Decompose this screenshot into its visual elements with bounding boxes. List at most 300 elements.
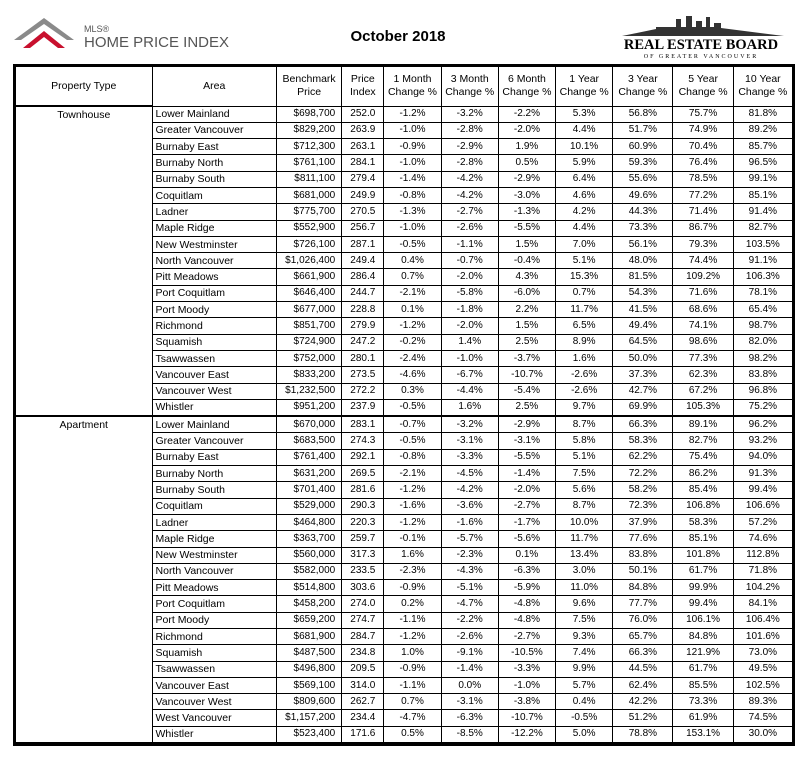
area-cell: Pitt Meadows (152, 269, 276, 285)
change-1-year-cell: 5.3% (556, 106, 613, 122)
col-header-6-month: 6 Month Change % (498, 67, 555, 107)
change-5-year-cell: 61.7% (673, 563, 733, 579)
change-3-year-cell: 84.8% (613, 580, 673, 596)
change-10-year-cell: 85.1% (733, 187, 792, 203)
price-index-cell: 287.1 (342, 236, 384, 252)
change-5-year-cell: 75.4% (673, 449, 733, 465)
price-index-cell: 273.5 (342, 367, 384, 383)
change-1-month-cell: -1.2% (384, 514, 441, 530)
change-10-year-cell: 93.2% (733, 433, 792, 449)
change-6-month-cell: -3.8% (498, 694, 555, 710)
change-3-month-cell: 1.6% (441, 399, 498, 416)
area-cell: Ladner (152, 204, 276, 220)
area-cell: Greater Vancouver (152, 122, 276, 138)
change-1-month-cell: 0.3% (384, 383, 441, 399)
area-cell: Pitt Meadows (152, 580, 276, 596)
change-1-month-cell: -2.1% (384, 285, 441, 301)
benchmark-price-cell: $677,000 (276, 302, 341, 318)
change-10-year-cell: 81.8% (733, 106, 792, 122)
change-5-year-cell: 78.5% (673, 171, 733, 187)
change-3-month-cell: -2.0% (441, 269, 498, 285)
change-1-month-cell: -0.5% (384, 236, 441, 252)
change-6-month-cell: -4.8% (498, 612, 555, 628)
benchmark-price-cell: $951,200 (276, 399, 341, 416)
price-index-cell: 209.5 (342, 661, 384, 677)
benchmark-price-cell: $1,232,500 (276, 383, 341, 399)
change-3-month-cell: -5.7% (441, 531, 498, 547)
area-cell: Burnaby East (152, 139, 276, 155)
change-5-year-cell: 86.2% (673, 466, 733, 482)
change-10-year-cell: 96.2% (733, 416, 792, 433)
area-cell: Lower Mainland (152, 416, 276, 433)
change-3-year-cell: 54.3% (613, 285, 673, 301)
price-index-cell: 220.3 (342, 514, 384, 530)
change-5-year-cell: 74.4% (673, 253, 733, 269)
change-10-year-cell: 71.8% (733, 563, 792, 579)
change-3-year-cell: 64.5% (613, 334, 673, 350)
change-5-year-cell: 70.4% (673, 139, 733, 155)
month-title: October 2018 (350, 28, 446, 45)
change-3-year-cell: 76.0% (613, 612, 673, 628)
change-10-year-cell: 103.5% (733, 236, 792, 252)
change-10-year-cell: 83.8% (733, 367, 792, 383)
change-3-year-cell: 77.7% (613, 596, 673, 612)
change-5-year-cell: 98.6% (673, 334, 733, 350)
change-1-year-cell: 0.7% (556, 285, 613, 301)
change-5-year-cell: 73.3% (673, 694, 733, 710)
change-5-year-cell: 84.8% (673, 629, 733, 645)
area-cell: Maple Ridge (152, 531, 276, 547)
change-5-year-cell: 121.9% (673, 645, 733, 661)
area-cell: Burnaby East (152, 449, 276, 465)
area-cell: Maple Ridge (152, 220, 276, 236)
change-5-year-cell: 75.7% (673, 106, 733, 122)
change-1-year-cell: 11.7% (556, 302, 613, 318)
board-name-text: REAL ESTATE BOARD (623, 37, 779, 53)
change-1-year-cell: -0.5% (556, 710, 613, 726)
change-5-year-cell: 105.3% (673, 399, 733, 416)
change-5-year-cell: 67.2% (673, 383, 733, 399)
area-cell: Squamish (152, 334, 276, 350)
change-1-month-cell: -1.1% (384, 612, 441, 628)
change-1-month-cell: -2.3% (384, 563, 441, 579)
change-10-year-cell: 98.7% (733, 318, 792, 334)
area-cell: Port Moody (152, 302, 276, 318)
change-10-year-cell: 49.5% (733, 661, 792, 677)
change-10-year-cell: 75.2% (733, 399, 792, 416)
area-cell: Vancouver East (152, 677, 276, 693)
change-6-month-cell: -0.4% (498, 253, 555, 269)
area-cell: Lower Mainland (152, 106, 276, 122)
change-3-year-cell: 62.2% (613, 449, 673, 465)
change-10-year-cell: 82.0% (733, 334, 792, 350)
price-index-cell: 284.7 (342, 629, 384, 645)
change-6-month-cell: 0.1% (498, 547, 555, 563)
change-3-year-cell: 41.5% (613, 302, 673, 318)
benchmark-price-cell: $1,026,400 (276, 253, 341, 269)
price-index-cell: 234.4 (342, 710, 384, 726)
city-skyline-logo-icon (622, 16, 784, 36)
area-cell: Tsawwassen (152, 350, 276, 366)
benchmark-price-cell: $851,700 (276, 318, 341, 334)
area-cell: Whistler (152, 726, 276, 743)
change-6-month-cell: 0.5% (498, 155, 555, 171)
benchmark-price-cell: $752,000 (276, 350, 341, 366)
change-5-year-cell: 71.6% (673, 285, 733, 301)
change-5-year-cell: 109.2% (673, 269, 733, 285)
change-6-month-cell: -1.3% (498, 204, 555, 220)
area-cell: Burnaby North (152, 466, 276, 482)
change-1-month-cell: 0.5% (384, 726, 441, 743)
change-3-month-cell: -2.9% (441, 139, 498, 155)
change-1-year-cell: 9.7% (556, 399, 613, 416)
change-5-year-cell: 101.8% (673, 547, 733, 563)
change-6-month-cell: -2.7% (498, 629, 555, 645)
change-5-year-cell: 61.9% (673, 710, 733, 726)
benchmark-price-cell: $683,500 (276, 433, 341, 449)
area-cell: Tsawwassen (152, 661, 276, 677)
col-header-price-index: Price Index (342, 67, 384, 107)
hpi-table-container (13, 64, 795, 746)
table-row (16, 106, 793, 122)
change-5-year-cell: 58.3% (673, 514, 733, 530)
change-3-month-cell: 1.4% (441, 334, 498, 350)
change-5-year-cell: 77.3% (673, 350, 733, 366)
change-10-year-cell: 65.4% (733, 302, 792, 318)
mls-name-text: HOME PRICE INDEX (84, 34, 230, 51)
change-1-month-cell: -0.5% (384, 399, 441, 416)
change-3-year-cell: 62.4% (613, 677, 673, 693)
change-1-year-cell: 9.9% (556, 661, 613, 677)
change-5-year-cell: 85.1% (673, 531, 733, 547)
change-5-year-cell: 85.4% (673, 482, 733, 498)
change-5-year-cell: 89.1% (673, 416, 733, 433)
area-cell: North Vancouver (152, 253, 276, 269)
change-10-year-cell: 91.3% (733, 466, 792, 482)
change-10-year-cell: 99.4% (733, 482, 792, 498)
change-1-month-cell: -1.0% (384, 220, 441, 236)
col-header-1-year: 1 Year Change % (556, 67, 613, 107)
change-10-year-cell: 78.1% (733, 285, 792, 301)
price-index-cell: 249.4 (342, 253, 384, 269)
change-5-year-cell: 86.7% (673, 220, 733, 236)
change-10-year-cell: 101.6% (733, 629, 792, 645)
price-index-cell: 280.1 (342, 350, 384, 366)
price-index-cell: 269.5 (342, 466, 384, 482)
change-1-year-cell: 8.9% (556, 334, 613, 350)
change-1-month-cell: -1.6% (384, 498, 441, 514)
change-10-year-cell: 96.5% (733, 155, 792, 171)
col-header-5-year: 5 Year Change % (673, 67, 733, 107)
area-cell: North Vancouver (152, 563, 276, 579)
house-roof-logo-icon (14, 18, 74, 48)
change-1-month-cell: 1.6% (384, 547, 441, 563)
change-5-year-cell: 74.9% (673, 122, 733, 138)
price-index-cell: 262.7 (342, 694, 384, 710)
benchmark-price-cell: $529,000 (276, 498, 341, 514)
change-1-year-cell: 6.4% (556, 171, 613, 187)
real-estate-board-logo (616, 14, 786, 60)
price-index-cell: 256.7 (342, 220, 384, 236)
price-index-cell: 244.7 (342, 285, 384, 301)
change-6-month-cell: -1.0% (498, 677, 555, 693)
change-3-year-cell: 50.1% (613, 563, 673, 579)
benchmark-price-cell: $670,000 (276, 416, 341, 433)
property-type-cell: Townhouse (16, 106, 153, 416)
change-1-year-cell: 5.1% (556, 253, 613, 269)
price-index-cell: 272.2 (342, 383, 384, 399)
change-6-month-cell: 1.5% (498, 236, 555, 252)
change-1-month-cell: -0.8% (384, 187, 441, 203)
change-10-year-cell: 106.3% (733, 269, 792, 285)
change-6-month-cell: -12.2% (498, 726, 555, 743)
change-1-month-cell: 1.0% (384, 645, 441, 661)
change-3-year-cell: 58.2% (613, 482, 673, 498)
change-3-month-cell: -2.0% (441, 318, 498, 334)
change-6-month-cell: -2.0% (498, 482, 555, 498)
area-cell: Ladner (152, 514, 276, 530)
area-cell: Burnaby North (152, 155, 276, 171)
change-5-year-cell: 99.9% (673, 580, 733, 596)
change-1-month-cell: -0.1% (384, 531, 441, 547)
change-3-month-cell: -9.1% (441, 645, 498, 661)
change-3-year-cell: 55.6% (613, 171, 673, 187)
change-1-year-cell: -2.6% (556, 383, 613, 399)
change-6-month-cell: -10.5% (498, 645, 555, 661)
change-10-year-cell: 30.0% (733, 726, 792, 743)
change-6-month-cell: -5.6% (498, 531, 555, 547)
change-3-year-cell: 37.3% (613, 367, 673, 383)
change-1-month-cell: -0.9% (384, 661, 441, 677)
benchmark-price-cell: $1,157,200 (276, 710, 341, 726)
benchmark-price-cell: $487,500 (276, 645, 341, 661)
change-6-month-cell: -4.8% (498, 596, 555, 612)
change-3-month-cell: -2.8% (441, 155, 498, 171)
change-10-year-cell: 82.7% (733, 220, 792, 236)
change-3-month-cell: -5.1% (441, 580, 498, 596)
benchmark-price-cell: $698,700 (276, 106, 341, 122)
change-3-month-cell: -4.7% (441, 596, 498, 612)
price-index-cell: 274.0 (342, 596, 384, 612)
benchmark-price-cell: $661,900 (276, 269, 341, 285)
price-index-cell: 279.4 (342, 171, 384, 187)
change-3-year-cell: 72.3% (613, 498, 673, 514)
change-1-month-cell: -1.0% (384, 155, 441, 171)
price-index-cell: 247.2 (342, 334, 384, 350)
price-index-cell: 263.9 (342, 122, 384, 138)
change-3-month-cell: -4.2% (441, 171, 498, 187)
change-1-month-cell: -4.7% (384, 710, 441, 726)
change-1-month-cell: -1.1% (384, 677, 441, 693)
benchmark-price-cell: $829,200 (276, 122, 341, 138)
change-10-year-cell: 94.0% (733, 449, 792, 465)
price-index-cell: 290.3 (342, 498, 384, 514)
change-10-year-cell: 91.1% (733, 253, 792, 269)
change-6-month-cell: -10.7% (498, 710, 555, 726)
change-3-year-cell: 66.3% (613, 416, 673, 433)
price-index-cell: 314.0 (342, 677, 384, 693)
area-cell: Port Coquitlam (152, 596, 276, 612)
change-3-year-cell: 73.3% (613, 220, 673, 236)
benchmark-price-cell: $775,700 (276, 204, 341, 220)
benchmark-price-cell: $681,000 (276, 187, 341, 203)
benchmark-price-cell: $659,200 (276, 612, 341, 628)
change-6-month-cell: 1.9% (498, 139, 555, 155)
change-6-month-cell: -2.0% (498, 122, 555, 138)
col-header-property-type: Property Type (16, 67, 153, 107)
change-3-month-cell: -2.6% (441, 629, 498, 645)
change-5-year-cell: 99.4% (673, 596, 733, 612)
change-10-year-cell: 85.7% (733, 139, 792, 155)
price-index-cell: 274.3 (342, 433, 384, 449)
mls-small-text: MLS® (84, 24, 110, 34)
change-3-month-cell: -4.2% (441, 187, 498, 203)
area-cell: Port Moody (152, 612, 276, 628)
change-3-month-cell: -4.3% (441, 563, 498, 579)
change-1-year-cell: 11.0% (556, 580, 613, 596)
change-3-month-cell: -8.5% (441, 726, 498, 743)
change-1-year-cell: 5.1% (556, 449, 613, 465)
change-1-month-cell: -0.2% (384, 334, 441, 350)
change-1-year-cell: 1.6% (556, 350, 613, 366)
change-1-month-cell: -2.1% (384, 466, 441, 482)
change-1-year-cell: 5.8% (556, 433, 613, 449)
change-1-year-cell: 4.2% (556, 204, 613, 220)
price-index-cell: 279.9 (342, 318, 384, 334)
change-1-month-cell: -2.4% (384, 350, 441, 366)
change-3-month-cell: -6.7% (441, 367, 498, 383)
price-index-cell: 237.9 (342, 399, 384, 416)
change-3-month-cell: -3.6% (441, 498, 498, 514)
change-1-month-cell: 0.2% (384, 596, 441, 612)
col-header-1-month: 1 Month Change % (384, 67, 441, 107)
change-3-month-cell: -0.7% (441, 253, 498, 269)
price-index-cell: 270.5 (342, 204, 384, 220)
change-10-year-cell: 57.2% (733, 514, 792, 530)
change-10-year-cell: 102.5% (733, 677, 792, 693)
benchmark-price-cell: $701,400 (276, 482, 341, 498)
change-1-month-cell: -1.3% (384, 204, 441, 220)
change-3-month-cell: -1.4% (441, 661, 498, 677)
change-1-year-cell: 7.4% (556, 645, 613, 661)
area-cell: Port Coquitlam (152, 285, 276, 301)
change-3-month-cell: 0.0% (441, 677, 498, 693)
change-3-year-cell: 78.8% (613, 726, 673, 743)
change-1-year-cell: 3.0% (556, 563, 613, 579)
table-body (16, 106, 793, 743)
change-5-year-cell: 71.4% (673, 204, 733, 220)
change-6-month-cell: -2.9% (498, 416, 555, 433)
change-1-month-cell: -1.0% (384, 122, 441, 138)
area-cell: West Vancouver (152, 710, 276, 726)
area-cell: Coquitlam (152, 498, 276, 514)
col-header-3-year: 3 Year Change % (613, 67, 673, 107)
price-index-cell: 234.8 (342, 645, 384, 661)
change-3-year-cell: 69.9% (613, 399, 673, 416)
change-10-year-cell: 74.5% (733, 710, 792, 726)
change-1-year-cell: 7.5% (556, 466, 613, 482)
change-3-year-cell: 37.9% (613, 514, 673, 530)
change-6-month-cell: -5.9% (498, 580, 555, 596)
benchmark-price-cell: $523,400 (276, 726, 341, 743)
change-3-month-cell: -3.3% (441, 449, 498, 465)
change-6-month-cell: 4.3% (498, 269, 555, 285)
change-1-month-cell: -0.9% (384, 139, 441, 155)
change-10-year-cell: 106.4% (733, 612, 792, 628)
price-index-cell: 284.1 (342, 155, 384, 171)
price-index-cell: 259.7 (342, 531, 384, 547)
change-6-month-cell: -3.0% (498, 187, 555, 203)
change-3-year-cell: 56.8% (613, 106, 673, 122)
change-1-year-cell: -2.6% (556, 367, 613, 383)
change-3-year-cell: 60.9% (613, 139, 673, 155)
benchmark-price-cell: $464,800 (276, 514, 341, 530)
benchmark-price-cell: $582,000 (276, 563, 341, 579)
change-3-year-cell: 48.0% (613, 253, 673, 269)
change-3-month-cell: -2.3% (441, 547, 498, 563)
table-header-row (16, 67, 793, 107)
price-index-cell: 283.1 (342, 416, 384, 433)
price-index-cell: 263.1 (342, 139, 384, 155)
col-header-area: Area (152, 67, 276, 107)
change-1-month-cell: 0.1% (384, 302, 441, 318)
change-5-year-cell: 79.3% (673, 236, 733, 252)
change-10-year-cell: 98.2% (733, 350, 792, 366)
benchmark-price-cell: $761,400 (276, 449, 341, 465)
change-3-month-cell: -2.7% (441, 204, 498, 220)
area-cell: Vancouver West (152, 694, 276, 710)
area-cell: Greater Vancouver (152, 433, 276, 449)
change-3-year-cell: 72.2% (613, 466, 673, 482)
change-1-year-cell: 5.6% (556, 482, 613, 498)
change-3-month-cell: -1.6% (441, 514, 498, 530)
change-10-year-cell: 106.6% (733, 498, 792, 514)
change-1-year-cell: 5.7% (556, 677, 613, 693)
change-3-month-cell: -4.2% (441, 482, 498, 498)
change-6-month-cell: -3.3% (498, 661, 555, 677)
change-6-month-cell: -6.0% (498, 285, 555, 301)
change-3-year-cell: 65.7% (613, 629, 673, 645)
change-5-year-cell: 106.1% (673, 612, 733, 628)
change-1-year-cell: 9.6% (556, 596, 613, 612)
benchmark-price-cell: $681,900 (276, 629, 341, 645)
change-1-year-cell: 5.9% (556, 155, 613, 171)
benchmark-price-cell: $646,400 (276, 285, 341, 301)
change-1-month-cell: 0.4% (384, 253, 441, 269)
change-5-year-cell: 68.6% (673, 302, 733, 318)
change-3-month-cell: -5.8% (441, 285, 498, 301)
change-10-year-cell: 91.4% (733, 204, 792, 220)
change-6-month-cell: -2.7% (498, 498, 555, 514)
change-1-month-cell: -1.2% (384, 106, 441, 122)
change-3-year-cell: 44.3% (613, 204, 673, 220)
change-6-month-cell: -2.9% (498, 171, 555, 187)
area-cell: Vancouver East (152, 367, 276, 383)
area-cell: Burnaby South (152, 482, 276, 498)
area-cell: Whistler (152, 399, 276, 416)
change-3-month-cell: -4.4% (441, 383, 498, 399)
change-1-year-cell: 7.0% (556, 236, 613, 252)
change-5-year-cell: 153.1% (673, 726, 733, 743)
change-10-year-cell: 74.6% (733, 531, 792, 547)
change-3-year-cell: 83.8% (613, 547, 673, 563)
change-1-month-cell: -1.2% (384, 629, 441, 645)
change-1-year-cell: 15.3% (556, 269, 613, 285)
mls-hpi-logo (14, 14, 244, 56)
change-10-year-cell: 84.1% (733, 596, 792, 612)
change-5-year-cell: 77.2% (673, 187, 733, 203)
change-6-month-cell: -1.4% (498, 466, 555, 482)
